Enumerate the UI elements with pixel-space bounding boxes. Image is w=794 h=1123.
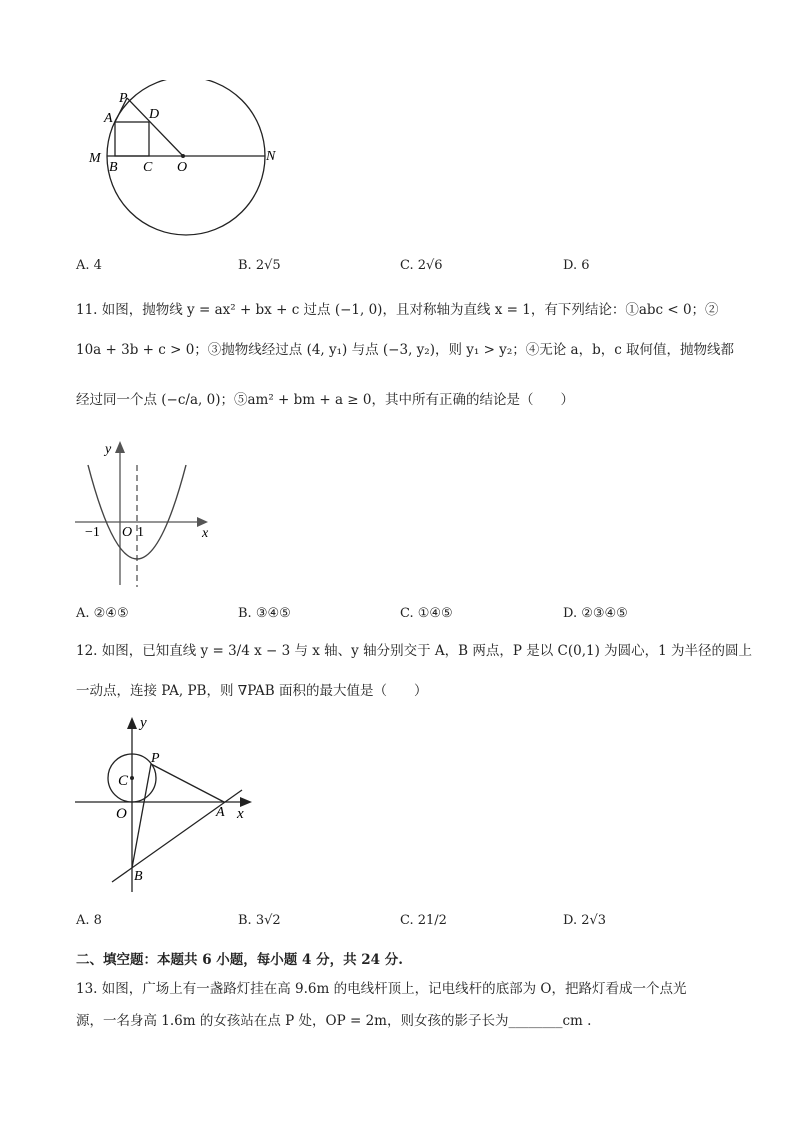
q10-label-A: A bbox=[104, 111, 113, 126]
q11-stem-line2: 10a + 3b + c > 0；③抛物线经过点 (4, y₁) 与点 (−3, y₂)，则 y₁ > y₂；④无论 a，b，c 取何值，抛物线都 bbox=[76, 342, 735, 358]
q10-label-D: D bbox=[149, 107, 160, 122]
q12-label-x: x bbox=[237, 806, 244, 822]
q10-label-P: P bbox=[119, 91, 128, 106]
q11-option-d: D. ②③④⑤ bbox=[563, 606, 628, 621]
q11-option-c: C. ①④⑤ bbox=[400, 606, 453, 621]
q12-y-arrow bbox=[127, 717, 137, 729]
q10-label-C: C bbox=[143, 160, 153, 175]
q12-stem-line1: 12. 如图，已知直线 y = 3/4 x − 3 与 x 轴、y 轴分别交于 A，B 两点，P 是以 C(0,1) 为圆心，1 为半径的圆上 bbox=[76, 643, 753, 659]
q12-option-b: B. 3√2 bbox=[238, 913, 281, 928]
q10-point-O bbox=[181, 154, 185, 158]
q12-line-PA bbox=[151, 764, 224, 802]
q12-label-O: O bbox=[116, 806, 127, 822]
q13-stem-line2: 源，一名身高 1.6m 的女孩站在点 P 处，OP = 2m，则女孩的影子长为________cm . bbox=[76, 1013, 592, 1029]
q12-label-y: y bbox=[140, 715, 147, 731]
q12-label-B: B bbox=[134, 869, 143, 884]
q10-option-a: A. 4 bbox=[76, 258, 102, 273]
q11-label-x: x bbox=[202, 526, 209, 541]
q10-option-d: D. 6 bbox=[563, 258, 590, 273]
q11-figure bbox=[70, 435, 220, 595]
q11-option-b: B. ③④⑤ bbox=[238, 606, 291, 621]
q12-option-d: D. 2√3 bbox=[563, 913, 607, 928]
q11-stem-line1: 11. 如图，抛物线 y = ax² + bx + c 过点 (−1, 0)，且对称轴为直线 x = 1，有下列结论：①abc < 0；② bbox=[76, 302, 719, 318]
q10-figure bbox=[80, 80, 290, 240]
q12-option-a: A. 8 bbox=[76, 913, 102, 928]
q10-option-b: B. 2√5 bbox=[238, 258, 281, 273]
q10-option-c: C. 2√6 bbox=[400, 258, 443, 273]
q13-stem-line1: 13. 如图，广场上有一盏路灯挂在高 9.6m 的电线杆顶上，记电线杆的底部为 O，把路灯看成一个点光 bbox=[76, 981, 687, 997]
q12-label-C: C bbox=[118, 773, 129, 789]
q12-point-C bbox=[130, 776, 134, 780]
q11-stem-line3: 经过同一个点 (−c/a, 0)；⑤am² + bm + a ≥ 0，其中所有正确的结论是（ ） bbox=[76, 392, 574, 408]
q12-figure bbox=[70, 712, 260, 897]
q11-label-neg1: −1 bbox=[85, 525, 100, 540]
q10-label-B: B bbox=[109, 160, 118, 175]
q12-line-PB bbox=[132, 764, 151, 868]
q12-label-P: P bbox=[151, 751, 160, 766]
q11-y-arrow bbox=[115, 441, 125, 453]
q11-label-y: y bbox=[105, 442, 112, 457]
q12-option-c: C. 21/2 bbox=[400, 913, 447, 928]
q10-label-M: M bbox=[89, 151, 101, 166]
q10-label-N: N bbox=[266, 149, 276, 164]
q10-rectangle-ABCD bbox=[115, 122, 149, 156]
q11-label-1: 1 bbox=[137, 525, 144, 540]
q10-circle bbox=[107, 80, 265, 235]
q11-label-O: O bbox=[122, 525, 133, 540]
q11-option-a: A. ②④⑤ bbox=[76, 606, 129, 621]
section-heading: 二、填空题：本题共 6 小题，每小题 4 分，共 24 分. bbox=[76, 952, 403, 968]
q12-stem-line2: 一动点，连接 PA, PB，则 ∇PAB 面积的最大值是（ ） bbox=[76, 683, 428, 699]
q12-label-A: A bbox=[216, 805, 225, 820]
q10-label-O: O bbox=[177, 160, 188, 175]
